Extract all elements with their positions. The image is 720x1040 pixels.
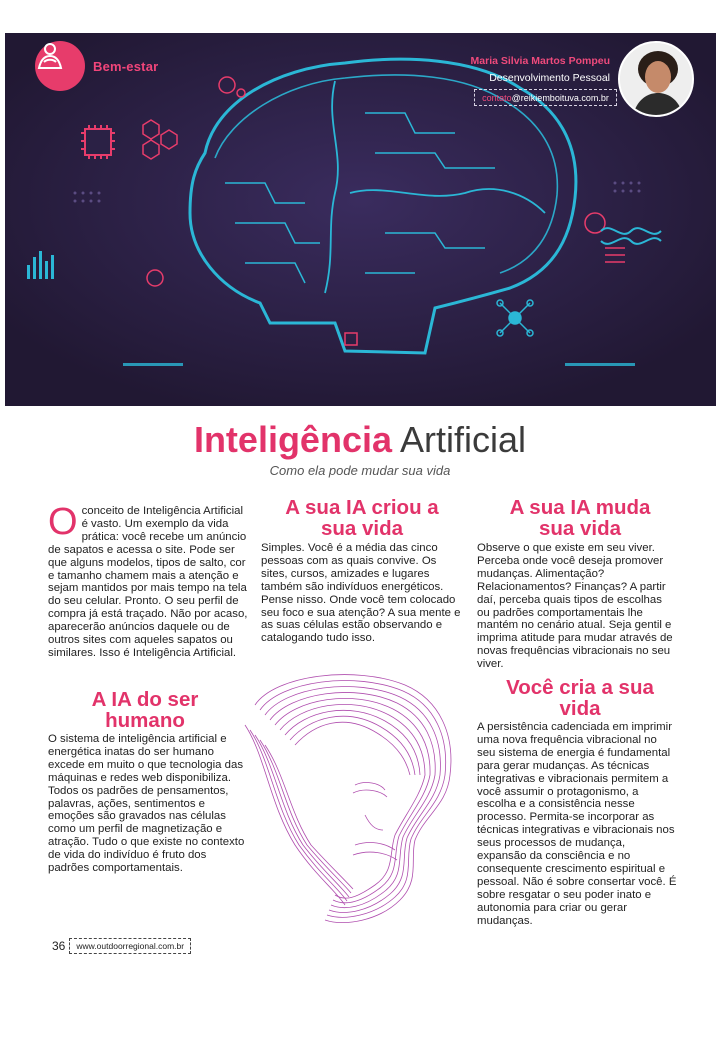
footer-website: www.outdoorregional.com.br bbox=[69, 938, 191, 954]
title-light: Artificial bbox=[400, 419, 527, 460]
author-contact bbox=[474, 89, 617, 106]
intro-column bbox=[48, 501, 248, 660]
section-heading-created-life: A sua IA criou a sua vida bbox=[285, 496, 439, 540]
intro-text: conceito de Inteligência Artificial é vasto. Um exemplo da vida prática: você recebe um anúncio de sapatos e acessa o site. Pode ser que alguns modelos, tipos de salto, cor e tamanho chamem mais a atenção e sejam mantidos por mais tempo na tela do seu celular. Pronto. O seu perfil de compra já está traçado. Não por acaso, aparecerão anúncios daquele ou de outros sites com aqueles sapatos ou similares. Isso é Inteligência Artificial. bbox=[48, 505, 248, 659]
intro-paragraph bbox=[48, 501, 248, 660]
meditation-person-icon bbox=[35, 41, 85, 91]
article-subtitle: Como ela pode mudar sua vida bbox=[269, 463, 451, 478]
author-name: Maria Silvia Martos Pompeu bbox=[470, 55, 610, 67]
contact-label: contato bbox=[482, 92, 512, 103]
chip-icon bbox=[81, 125, 115, 159]
wireframe-face-illustration bbox=[235, 665, 465, 935]
section-label: Bem-estar bbox=[93, 58, 159, 74]
hero-banner bbox=[5, 33, 716, 406]
section-heading-ai-human: A IA do ser humano bbox=[91, 688, 199, 732]
section-badge bbox=[35, 41, 158, 91]
section-text-create-life: A persistência cadenciada em imprimir uma nova frequência vibracional no seu sistema de energia é fundamental para gerar mudanças. As técnicas integrativas e vibracionais permitem a você assumir o protagonismo, a escolha e a consistência nesse processo. Permita-se incorporar as técnicas integrativas e vibracionais nos seus processos de mudança, expansão da consciência e no consequente crescimento espiritual e pessoal. Não é sobre consertar você. É sobre resgatar o seu poder inato e autonomia para criar ou gerar mudanças. bbox=[477, 721, 677, 927]
article-title bbox=[0, 418, 720, 462]
author-role: Desenvolvimento Pessoal bbox=[489, 72, 610, 84]
contact-value: @reikiemboituva.com.br bbox=[511, 92, 609, 103]
author-block bbox=[471, 55, 610, 84]
drop-cap: O bbox=[48, 501, 78, 543]
page-number: 36 bbox=[52, 939, 66, 953]
section-heading-create-life: Você cria a sua vida bbox=[506, 676, 654, 720]
title-bold: Inteligência bbox=[193, 419, 392, 460]
section-text-ai-human: O sistema de inteligência artificial e energética inatas do ser humano excede em muito o que tecnologia das máquinas e redes web disponibiliza. Todos os padrões de pensamentos, palavras, ações, sentimentos e emoções são gravados nas células como um perfil de magnetização e atração. Tudo o que existe no contexto de vida do indivíduo é fruto dos padrões comportamentais. bbox=[48, 733, 245, 875]
author-avatar bbox=[618, 41, 694, 117]
section-text-created-life: Simples. Você é a média das cinco pessoas com as quais convive. Os sites, cursos, amizades e lugares também são indivíduos energéticos. Pense nisso. Onde você tem colocado seu foco e sua atenção? A sua mente e as suas células estão observando e catalogando tudo isso. bbox=[261, 542, 461, 645]
page-footer bbox=[52, 938, 191, 954]
section-text-changes-life: Observe o que existe em seu viver. Perceba onde você deseja promover mudanças. Alimentação? Relacionamentos? Finanças? A partir daí, perceba quais tipos de escolhas ou padrões comportamentais lhe mantém no cenário atual. Seja gentil e imprima atitude para mudar através de novas frequências vibracionais no seu viver. bbox=[477, 542, 673, 671]
section-heading-changes-life: A sua IA muda sua vida bbox=[509, 496, 651, 540]
